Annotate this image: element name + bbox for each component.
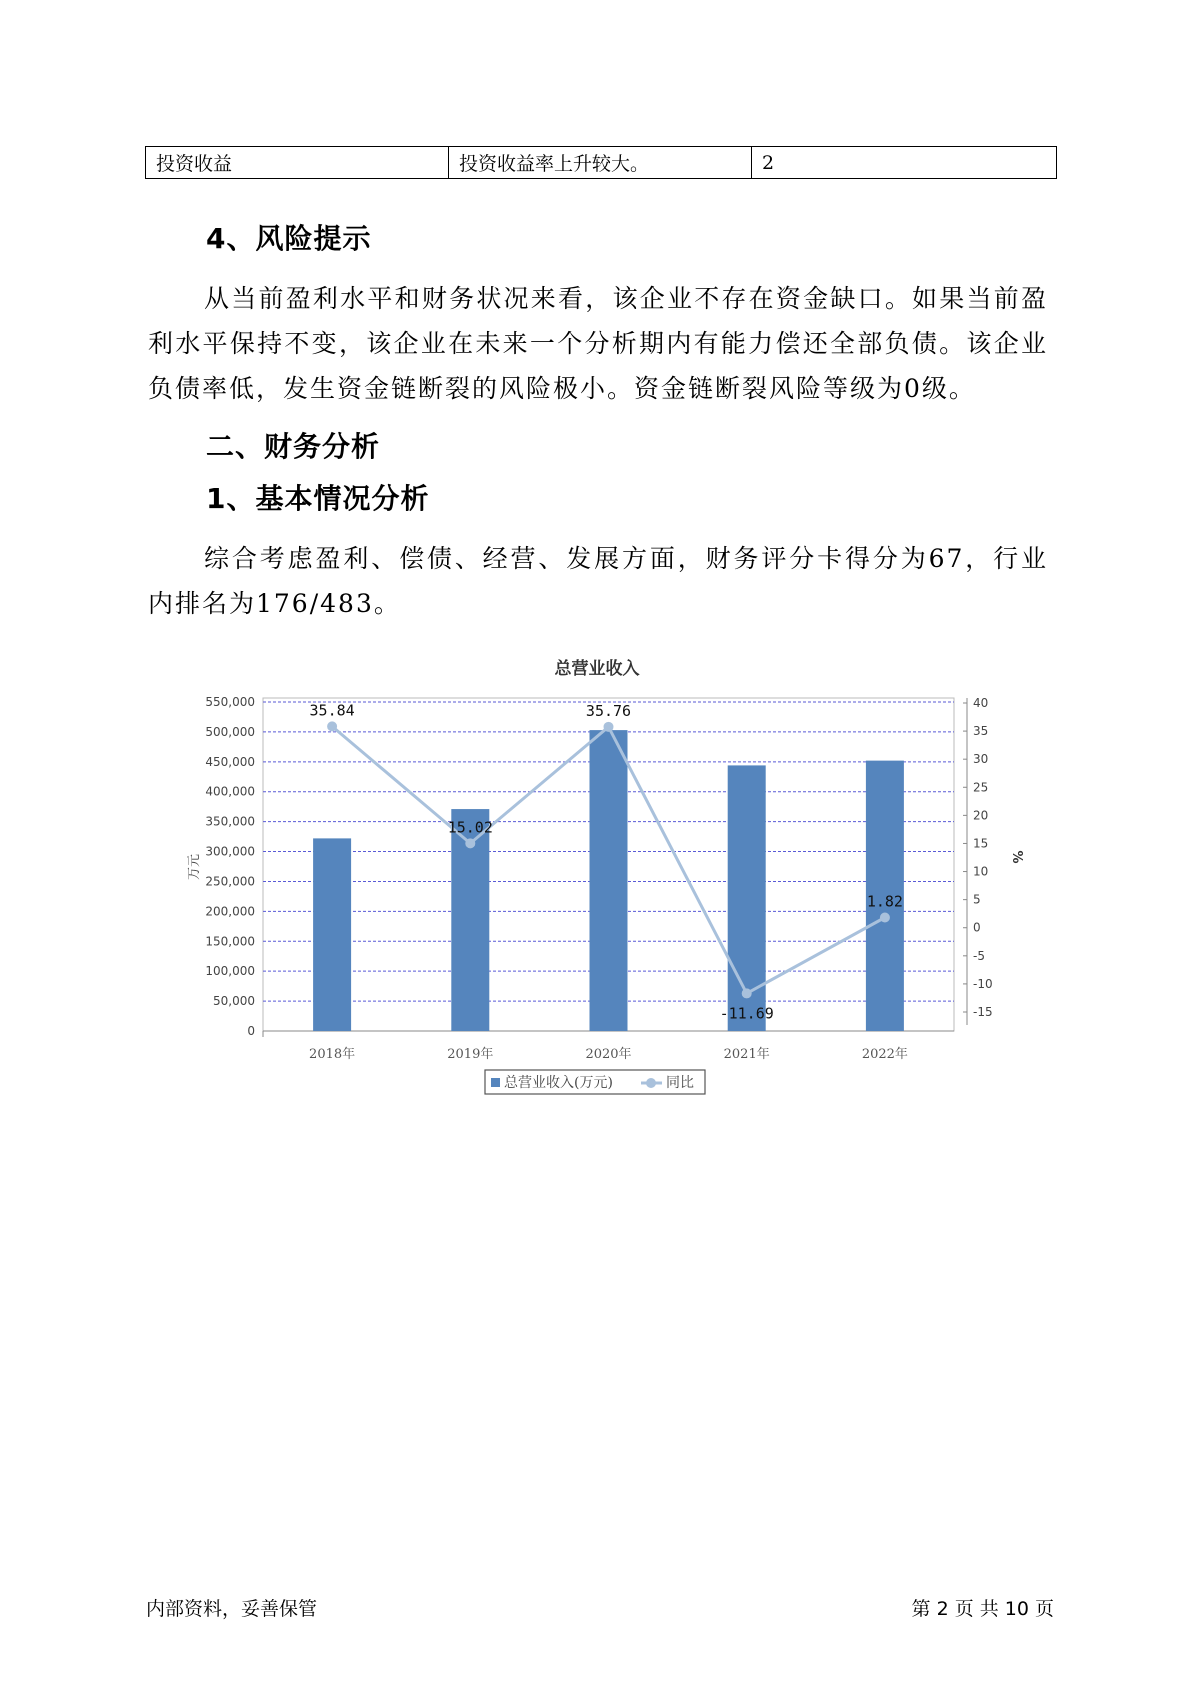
y-tick-label: 250,000 <box>205 874 255 889</box>
y-tick-label: 500,000 <box>205 724 255 739</box>
data-label: 15.02 <box>447 818 493 837</box>
y2-tick-label: 5 <box>973 892 981 907</box>
data-label: 35.76 <box>585 701 632 720</box>
legend-line-marker <box>646 1078 656 1088</box>
y-tick-label: 450,000 <box>205 754 255 769</box>
data-label: 35.84 <box>309 701 355 720</box>
table-cell-item: 投资收益 <box>146 147 449 179</box>
y-tick-label: 400,000 <box>205 784 255 799</box>
legend-line-label: 同比 <box>666 1075 694 1091</box>
footer-page-number: 第 2 页 共 10 页 <box>911 1598 1054 1620</box>
x-tick-label: 2019年 <box>447 1047 494 1062</box>
line-point <box>880 913 890 923</box>
y2-tick-label: 20 <box>973 808 989 823</box>
revenue-chart <box>176 645 1024 1105</box>
data-label: 1.82 <box>866 892 903 911</box>
y-tick-label: 0 <box>247 1024 255 1038</box>
basic-paragraph: 综合考虑盈利、偿债、经营、发展方面，财务评分卡得分为67，行业内排名为176/483。 <box>148 544 1048 618</box>
revenue-chart-svg <box>176 645 1024 1105</box>
legend-bar-swatch <box>491 1078 500 1087</box>
x-tick-label: 2020年 <box>585 1047 632 1062</box>
y2-tick-label: -15 <box>973 1005 993 1019</box>
y2-tick-label: 0 <box>973 920 981 935</box>
finance-heading: 二、财务分析 <box>206 430 381 463</box>
bar <box>313 838 351 1031</box>
y-tick-label: 350,000 <box>205 814 255 829</box>
risk-paragraph: 从当前盈利水平和财务状况来看，该企业不存在资金缺口。如果当前盈利水平保持不变，该企业在未来一个分析期内有能力偿还全部负债。该企业负债率低，发生资金链断裂的风险极小。资金链断裂风险等级为0级。 <box>148 284 1048 403</box>
y2-axis-label: % <box>1009 850 1024 864</box>
y2-tick-label: -10 <box>973 976 993 991</box>
y-axis-label: 万元 <box>187 853 202 881</box>
y2-tick-label: -5 <box>973 948 985 963</box>
table-cell-score: 2 <box>752 147 1057 179</box>
bar <box>590 730 628 1031</box>
y2-tick-label: 15 <box>973 836 989 851</box>
y-tick-label: 100,000 <box>205 964 255 979</box>
table-cell-description: 投资收益率上升较大。 <box>449 147 752 179</box>
line-point <box>465 838 475 848</box>
y2-tick-label: 35 <box>973 724 989 739</box>
x-tick-label: 2021年 <box>723 1047 770 1062</box>
y2-tick-label: 25 <box>973 780 989 795</box>
y-tick-label: 50,000 <box>213 994 255 1009</box>
y-tick-label: 150,000 <box>205 934 255 949</box>
line-point <box>742 988 752 998</box>
basic-heading: 1、基本情况分析 <box>206 482 430 515</box>
legend-bar-label: 总营业收入(万元) <box>504 1075 613 1091</box>
evaluation-table <box>145 146 1057 179</box>
y-tick-label: 300,000 <box>205 844 255 859</box>
table-row <box>146 147 1057 179</box>
x-tick-label: 2018年 <box>309 1047 356 1062</box>
y2-tick-label: 40 <box>973 696 989 710</box>
x-tick-label: 2022年 <box>861 1047 908 1062</box>
y-tick-label: 200,000 <box>205 904 255 919</box>
line-point <box>327 721 337 731</box>
y2-tick-label: 10 <box>973 864 989 879</box>
chart-title: 总营业收入 <box>554 659 640 679</box>
risk-heading: 4、风险提示 <box>206 222 372 255</box>
y2-tick-label: 30 <box>973 752 989 767</box>
footer-confidential: 内部资料，妥善保管 <box>146 1598 318 1620</box>
y-tick-label: 550,000 <box>205 695 255 709</box>
data-label: -11.69 <box>719 1004 774 1023</box>
line-point <box>604 722 614 732</box>
